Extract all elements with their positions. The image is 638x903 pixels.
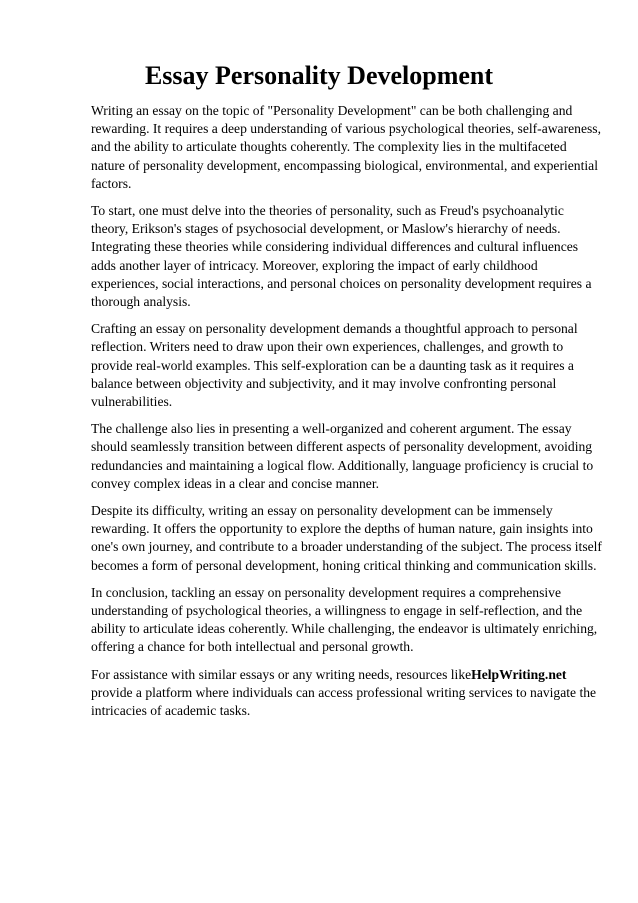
essay-body	[91, 102, 603, 729]
closing-text-before: For assistance with similar essays or any writing needs, resources like	[91, 666, 472, 682]
paragraph-3: Crafting an essay on personality development demands a thoughtful approach to personal reflection. Writers need to draw upon their own experiences, challenges, and growth to provide real-world examples. This self-exploration can be a daunting task as it requires a balance between objectivity and subjectivity, and it may involve confronting personal vulnerabilities.	[91, 321, 578, 410]
page-title: Essay Personality Development	[144, 61, 494, 90]
paragraph-4: The challenge also lies in presenting a well-organized and coherent argument. The essay should seamlessly transition between different aspects of personality development, avoiding redundancies and maintaining a logical flow. Additionally, language proficiency is crucial to convey complex ideas in a clear and concise manner.	[91, 421, 594, 491]
closing-text-after: provide a platform where individuals can access professional writing services to navigate the intricacies of academic tasks.	[91, 684, 597, 719]
paragraph-2: To start, one must delve into the theories of personality, such as Freud's psychoanalytic theory, Erikson's stages of psychosocial development, or Maslow's hierarchy of needs. Integrating these theories while considering individual differences and cultural influences adds another layer of intricacy. Moreover, exploring the impact of early childhood experiences, social interactions, and personal choices on personality development requires a thorough analysis.	[91, 203, 592, 310]
brand-link[interactable]: HelpWriting.net	[471, 666, 567, 682]
paragraph-6: In conclusion, tackling an essay on personality development requires a comprehensive understanding of psychological theories, a willingness to engage in self-reflection, and the ability to articulate ideas coherently. While challenging, the endeavor is ultimately enriching, offering a chance for both intellectual and personal growth.	[91, 584, 598, 655]
paragraph-1: Writing an essay on the topic of "Personality Development" can be both challenging and rewarding. It requires a deep understanding of various psychological theories, self-awareness, and the ability to articulate thoughts coherently. The complexity lies in the multifaceted nature of personality development, encompassing biological, environmental, and experiential factors.	[91, 103, 601, 191]
closing-paragraph	[91, 666, 603, 721]
paragraph-5: Despite its difficulty, writing an essay on personality development can be immensely rewarding. It offers the opportunity to explore the depths of human nature, gain insights into one's own journey, and contribute to a broader understanding of the subject. The process itself becomes a form of personal development, honing critical thinking and communication skills.	[91, 503, 602, 573]
